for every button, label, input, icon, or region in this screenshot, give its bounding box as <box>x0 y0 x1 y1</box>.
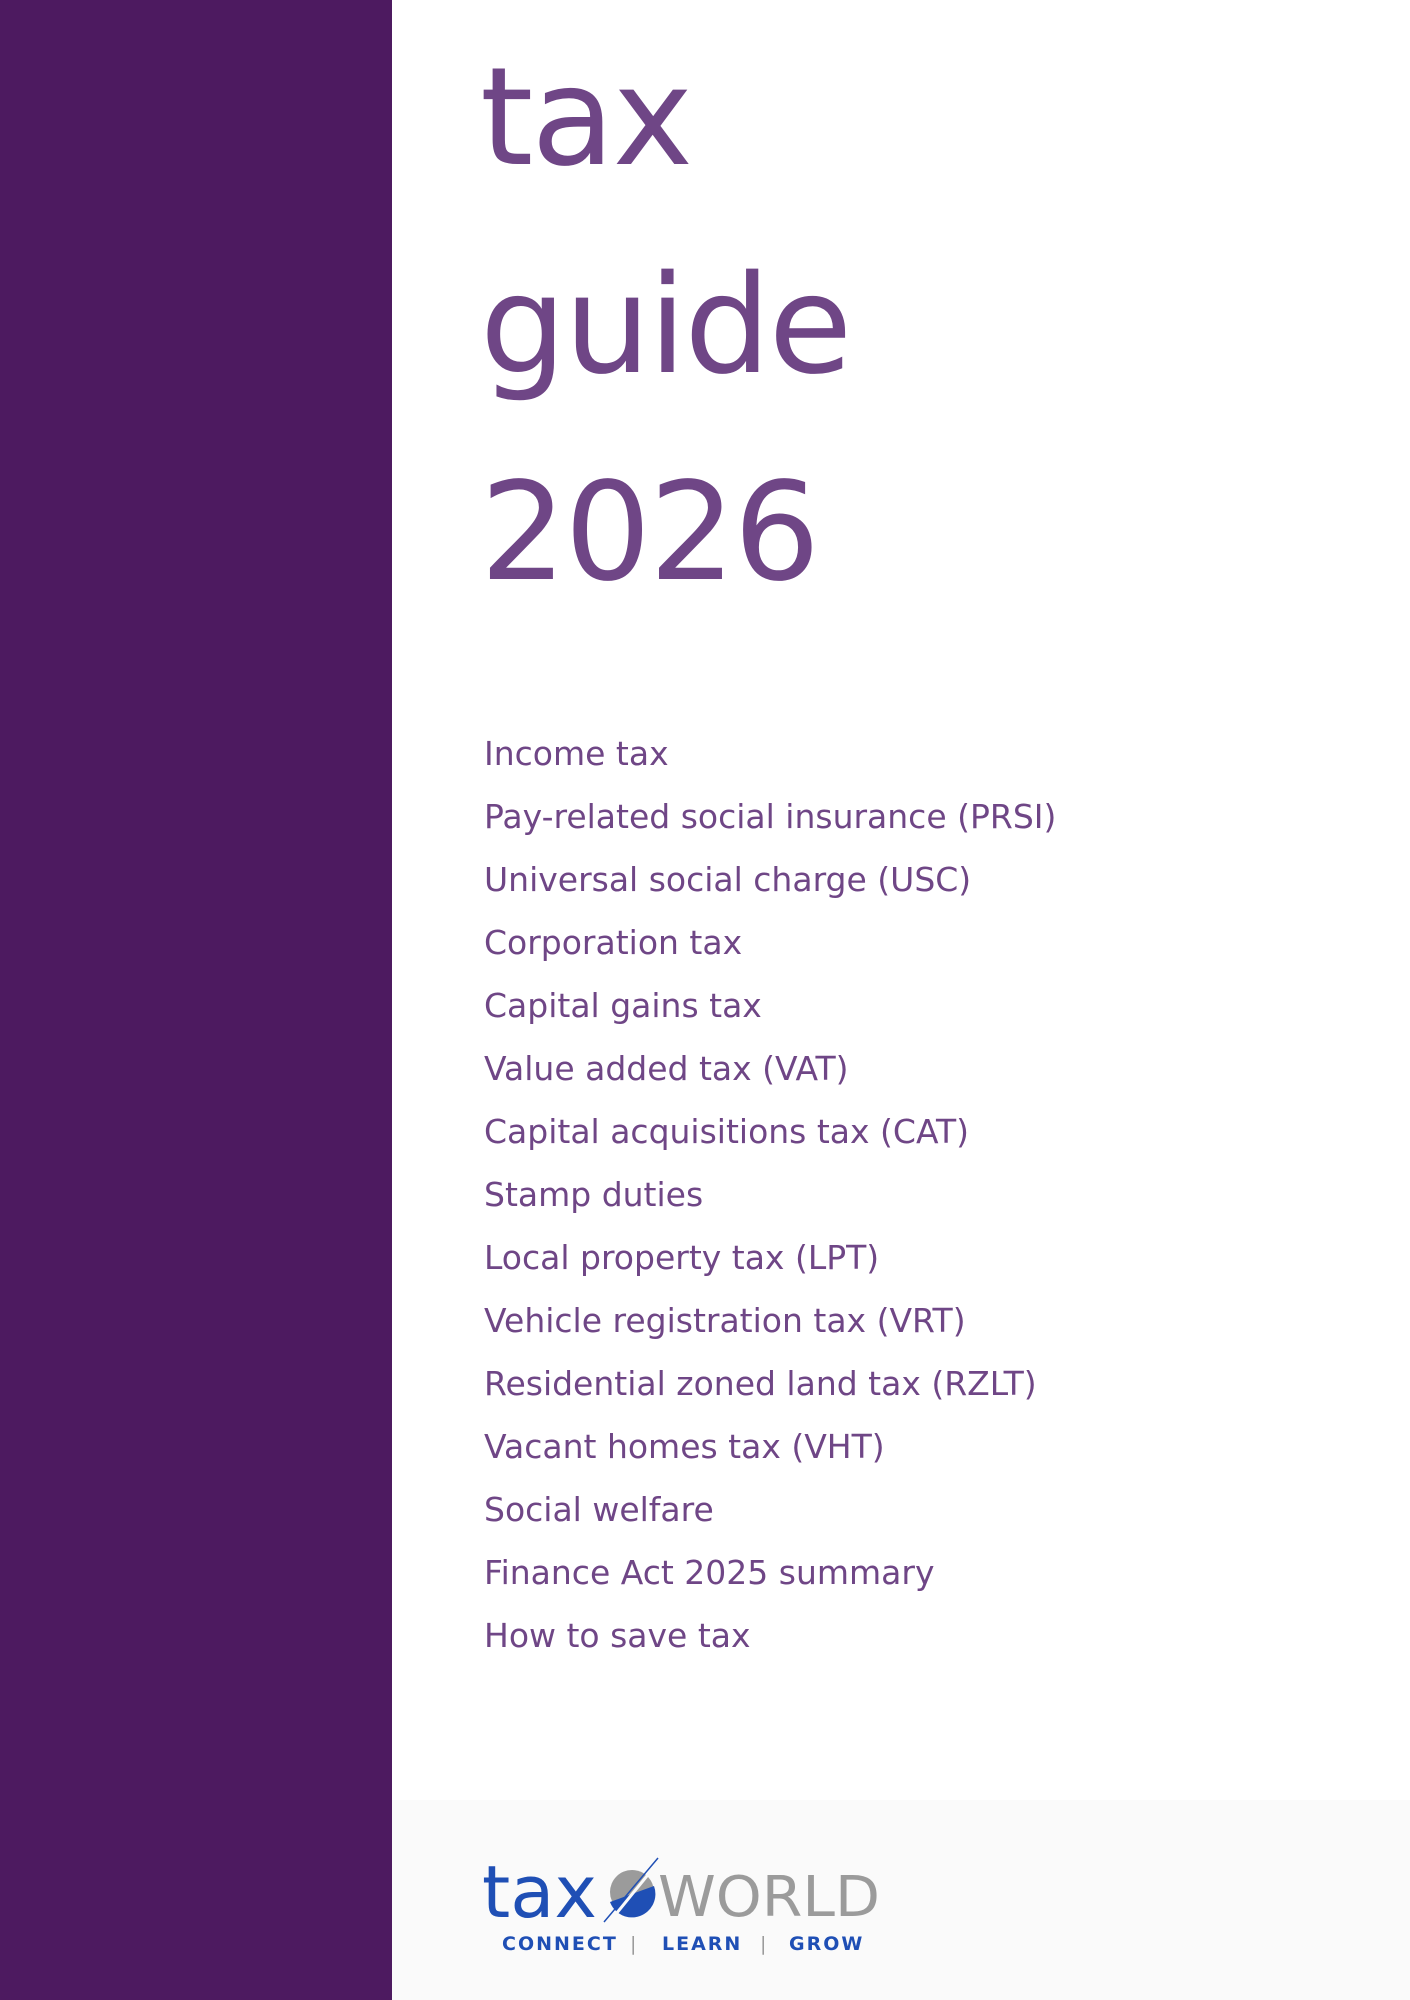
contents-item: Social welfare <box>484 1490 714 1529</box>
tagline-grow: GROW <box>789 1933 865 1955</box>
globe-icon <box>604 1858 660 1925</box>
tagline-sep-2: | <box>760 1933 769 1955</box>
contents-item: Finance Act 2025 summary <box>484 1553 935 1592</box>
contents-item: Income tax <box>484 734 669 773</box>
tagline-sep-1: | <box>630 1933 639 1955</box>
title-line-3: 2026 <box>480 454 819 612</box>
contents-item: Value added tax (VAT) <box>484 1049 849 1088</box>
contents-item: Corporation tax <box>484 923 743 962</box>
contents-item: Stamp duties <box>484 1175 704 1214</box>
contents-item: Local property tax (LPT) <box>484 1238 880 1277</box>
logo-world-text: WORLD <box>658 1865 880 1930</box>
logo-tax-text: tax <box>482 1850 597 1934</box>
contents-list <box>484 732 1056 1677</box>
taxworld-logo <box>482 1850 882 1960</box>
contents-item: Residential zoned land tax (RZLT) <box>484 1364 1037 1403</box>
tagline-learn: LEARN <box>662 1933 743 1955</box>
contents-item: How to save tax <box>484 1616 751 1655</box>
contents-item: Vehicle registration tax (VRT) <box>484 1301 966 1340</box>
sidebar-band <box>0 0 392 2000</box>
title-line-2: guide <box>480 247 851 405</box>
tagline-connect: CONNECT <box>502 1933 618 1955</box>
contents-item: Capital gains tax <box>484 986 762 1025</box>
title-line-1: tax <box>480 39 692 197</box>
contents-item: Pay-related social insurance (PRSI) <box>484 797 1057 836</box>
contents-item: Capital acquisitions tax (CAT) <box>484 1112 969 1151</box>
contents-item: Vacant homes tax (VHT) <box>484 1427 885 1466</box>
contents-item: Universal social charge (USC) <box>484 860 972 899</box>
